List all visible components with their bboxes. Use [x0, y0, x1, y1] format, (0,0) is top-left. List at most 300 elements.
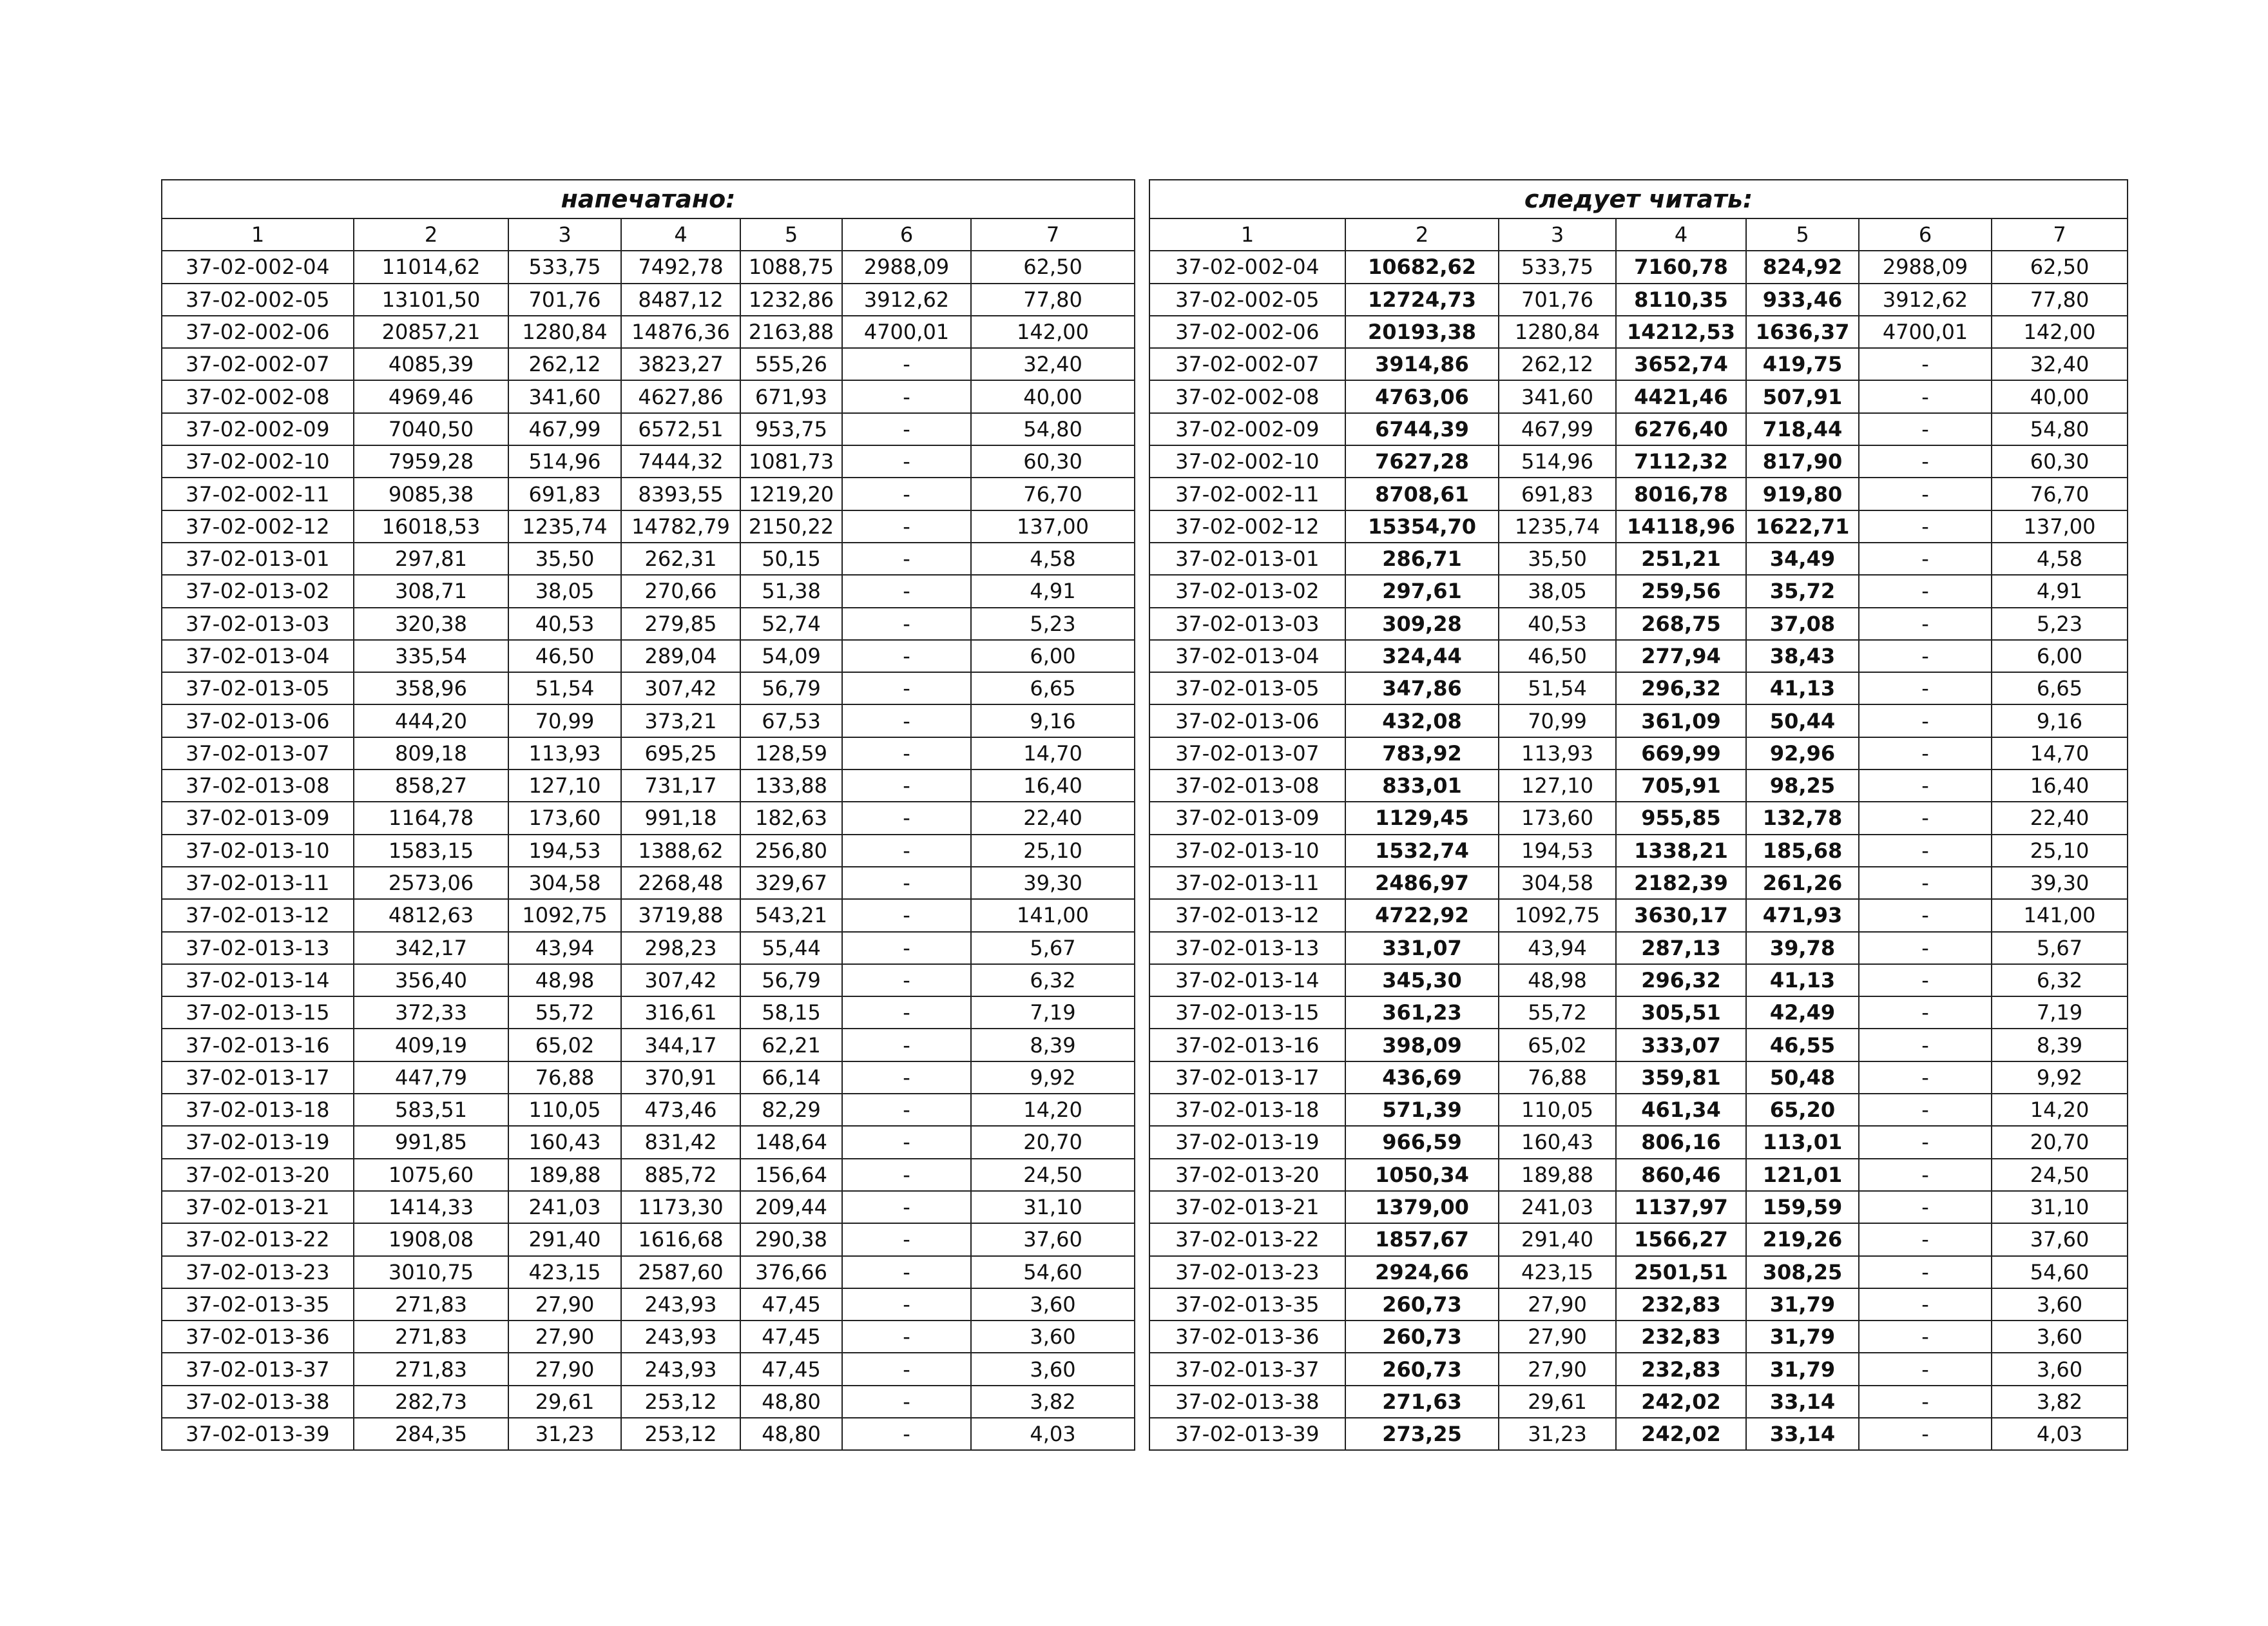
table-cell: -	[1859, 413, 1992, 445]
row-code-cell: 37-02-013-10	[1149, 835, 1345, 867]
table-cell: 40,00	[1992, 380, 2128, 412]
table-cell: 3,60	[1992, 1353, 2128, 1385]
table-cell: 953,75	[740, 413, 842, 445]
row-code-cell: 37-02-013-22	[1149, 1223, 1345, 1255]
table-cell: 3,60	[971, 1353, 1135, 1385]
table-cell: 253,12	[621, 1418, 740, 1450]
table-cell: 260,73	[1345, 1288, 1499, 1321]
table-cell: 271,83	[354, 1321, 508, 1353]
table-cell: 1092,75	[508, 899, 621, 931]
table-row	[162, 1321, 1135, 1353]
table-cell: -	[842, 640, 971, 672]
table-cell: 1075,60	[354, 1159, 508, 1191]
table-cell: 14212,53	[1616, 316, 1746, 348]
row-code-cell: 37-02-013-01	[1149, 543, 1345, 575]
table-cell: -	[842, 737, 971, 769]
table-row	[1149, 1386, 2128, 1418]
table-cell: -	[1859, 1321, 1992, 1353]
row-code-cell: 37-02-002-12	[1149, 510, 1345, 543]
table-cell: 185,68	[1746, 835, 1859, 867]
table-cell: 342,17	[354, 932, 508, 964]
row-code-cell: 37-02-013-09	[1149, 802, 1345, 834]
column-header: 3	[508, 218, 621, 251]
row-code-cell: 37-02-013-38	[1149, 1386, 1345, 1418]
table-cell: -	[842, 413, 971, 445]
table-cell: 32,40	[971, 348, 1135, 380]
table-cell: 39,30	[1992, 867, 2128, 899]
table-cell: 14876,36	[621, 316, 740, 348]
table-cell: -	[842, 1288, 971, 1321]
table-cell: 966,59	[1345, 1126, 1499, 1158]
table-cell: 241,03	[508, 1191, 621, 1223]
table-cell: 533,75	[1499, 251, 1616, 283]
table-cell: 467,99	[1499, 413, 1616, 445]
table-cell: 141,00	[971, 899, 1135, 931]
table-cell: 14,70	[971, 737, 1135, 769]
table-cell: -	[1859, 704, 1992, 737]
table-cell: 20,70	[1992, 1126, 2128, 1158]
row-code-cell: 37-02-013-14	[162, 964, 354, 996]
row-code-cell: 37-02-013-12	[162, 899, 354, 931]
table-cell: 41,13	[1746, 672, 1859, 704]
table-cell: 271,63	[1345, 1386, 1499, 1418]
table-cell: 467,99	[508, 413, 621, 445]
table-cell: 361,23	[1345, 996, 1499, 1029]
table-cell: 35,72	[1746, 575, 1859, 607]
table-cell: 27,90	[508, 1321, 621, 1353]
table-cell: 9,16	[971, 704, 1135, 737]
table-cell: -	[1859, 1159, 1992, 1191]
table-cell: 436,69	[1345, 1061, 1499, 1094]
table-row	[162, 932, 1135, 964]
table-cell: 189,88	[508, 1159, 621, 1191]
table-cell: -	[1859, 996, 1992, 1029]
table-cell: 1088,75	[740, 251, 842, 283]
table-cell: 691,83	[508, 478, 621, 510]
row-code-cell: 37-02-013-04	[1149, 640, 1345, 672]
table-cell: 5,23	[971, 608, 1135, 640]
table-cell: 62,50	[971, 251, 1135, 283]
table-cell: 287,13	[1616, 932, 1746, 964]
row-code-cell: 37-02-002-06	[1149, 316, 1345, 348]
table-row	[1149, 1321, 2128, 1353]
column-header: 7	[1992, 218, 2128, 251]
table-cell: 39,30	[971, 867, 1135, 899]
table-cell: -	[1859, 1029, 1992, 1061]
table-cell: 76,88	[1499, 1061, 1616, 1094]
table-cell: 51,54	[1499, 672, 1616, 704]
table-row	[1149, 1353, 2128, 1385]
row-code-cell: 37-02-002-04	[1149, 251, 1345, 283]
table-cell: 48,98	[1499, 964, 1616, 996]
table-cell: 156,64	[740, 1159, 842, 1191]
table-cell: 137,00	[1992, 510, 2128, 543]
table-row	[1149, 316, 2128, 348]
table-cell: 55,72	[1499, 996, 1616, 1029]
table-cell: 1232,86	[740, 284, 842, 316]
table-cell: 262,12	[508, 348, 621, 380]
table-cell: 32,40	[1992, 348, 2128, 380]
table-cell: 66,14	[740, 1061, 842, 1094]
table-cell: 359,81	[1616, 1061, 1746, 1094]
table-cell: 113,93	[508, 737, 621, 769]
table-row	[162, 802, 1135, 834]
table-cell: 461,34	[1616, 1094, 1746, 1126]
table-cell: 76,88	[508, 1061, 621, 1094]
table-cell: -	[842, 704, 971, 737]
table-cell: 7,19	[971, 996, 1135, 1029]
table-cell: 65,20	[1746, 1094, 1859, 1126]
row-code-cell: 37-02-013-11	[1149, 867, 1345, 899]
table-cell: 128,59	[740, 737, 842, 769]
column-header: 4	[1616, 218, 1746, 251]
table-row	[162, 737, 1135, 769]
table-cell: -	[842, 510, 971, 543]
column-header: 6	[842, 218, 971, 251]
column-header: 7	[971, 218, 1135, 251]
table-cell: 33,14	[1746, 1418, 1859, 1450]
table-cell: 4,03	[971, 1418, 1135, 1450]
table-cell: 4763,06	[1345, 380, 1499, 412]
table-row	[162, 1126, 1135, 1158]
table-row	[162, 1191, 1135, 1223]
table-row	[1149, 478, 2128, 510]
table-cell: 514,96	[1499, 445, 1616, 478]
table-cell: -	[1859, 672, 1992, 704]
table-cell: -	[1859, 608, 1992, 640]
table-cell: 35,50	[1499, 543, 1616, 575]
table-row	[162, 1288, 1135, 1321]
row-code-cell: 37-02-013-35	[1149, 1288, 1345, 1321]
table-cell: 232,83	[1616, 1353, 1746, 1385]
table-cell: 1414,33	[354, 1191, 508, 1223]
table-cell: 42,49	[1746, 996, 1859, 1029]
table-cell: 1050,34	[1345, 1159, 1499, 1191]
table-cell: 92,96	[1746, 737, 1859, 769]
table-cell: 46,50	[508, 640, 621, 672]
table-row	[1149, 964, 2128, 996]
table-cell: 806,16	[1616, 1126, 1746, 1158]
table-title: напечатано:	[162, 180, 1135, 218]
table-cell: 219,26	[1746, 1223, 1859, 1255]
table-row	[162, 1386, 1135, 1418]
table-cell: 12724,73	[1345, 284, 1499, 316]
table-cell: 290,38	[740, 1223, 842, 1255]
table-cell: 1566,27	[1616, 1223, 1746, 1255]
row-code-cell: 37-02-013-37	[162, 1353, 354, 1385]
table-row	[162, 348, 1135, 380]
table-cell: -	[842, 1386, 971, 1418]
table-cell: 3,82	[971, 1386, 1135, 1418]
table-cell: 2486,97	[1345, 867, 1499, 899]
table-cell: 373,21	[621, 704, 740, 737]
table-cell: 58,15	[740, 996, 842, 1029]
table-cell: 173,60	[508, 802, 621, 834]
row-code-cell: 37-02-002-09	[162, 413, 354, 445]
row-code-cell: 37-02-013-16	[162, 1029, 354, 1061]
table-row	[1149, 251, 2128, 283]
table-cell: 507,91	[1746, 380, 1859, 412]
row-code-cell: 37-02-013-08	[1149, 769, 1345, 802]
table-row	[1149, 1418, 2128, 1450]
table-cell: 831,42	[621, 1126, 740, 1158]
table-cell: 1164,78	[354, 802, 508, 834]
row-code-cell: 37-02-002-07	[162, 348, 354, 380]
table-cell: 48,80	[740, 1386, 842, 1418]
table-cell: 885,72	[621, 1159, 740, 1191]
table-row	[162, 1418, 1135, 1450]
table-cell: -	[842, 1061, 971, 1094]
table-cell: 9,16	[1992, 704, 2128, 737]
table-cell: 25,10	[971, 835, 1135, 867]
table-cell: 31,10	[971, 1191, 1135, 1223]
table-cell: 194,53	[1499, 835, 1616, 867]
table-cell: 333,07	[1616, 1029, 1746, 1061]
row-code-cell: 37-02-013-39	[1149, 1418, 1345, 1450]
table-cell: -	[842, 802, 971, 834]
table-cell: 46,55	[1746, 1029, 1859, 1061]
table-row	[162, 575, 1135, 607]
table-cell: 35,50	[508, 543, 621, 575]
table-cell: 31,23	[508, 1418, 621, 1450]
table-cell: 127,10	[508, 769, 621, 802]
table-cell: 514,96	[508, 445, 621, 478]
table-cell: 695,25	[621, 737, 740, 769]
table-cell: 4,58	[971, 543, 1135, 575]
table-cell: 253,12	[621, 1386, 740, 1418]
table-cell: 447,79	[354, 1061, 508, 1094]
column-header-row	[1149, 218, 2128, 251]
table-cell: 8,39	[971, 1029, 1135, 1061]
row-code-cell: 37-02-013-05	[162, 672, 354, 704]
row-code-cell: 37-02-002-11	[162, 478, 354, 510]
table-cell: 320,38	[354, 608, 508, 640]
table-cell: 1388,62	[621, 835, 740, 867]
table-cell: 1338,21	[1616, 835, 1746, 867]
table-cell: 833,01	[1345, 769, 1499, 802]
row-code-cell: 37-02-013-08	[162, 769, 354, 802]
table-cell: 14,20	[1992, 1094, 2128, 1126]
table-cell: 1616,68	[621, 1223, 740, 1255]
table-cell: 4969,46	[354, 380, 508, 412]
table-cell: 142,00	[971, 316, 1135, 348]
table-row	[162, 1029, 1135, 1061]
table-cell: 132,78	[1746, 802, 1859, 834]
table-cell: 38,05	[1499, 575, 1616, 607]
table-row	[1149, 932, 2128, 964]
row-code-cell: 37-02-002-12	[162, 510, 354, 543]
table-cell: 2573,06	[354, 867, 508, 899]
row-code-cell: 37-02-002-08	[1149, 380, 1345, 412]
row-code-cell: 37-02-013-04	[162, 640, 354, 672]
table-cell: 571,39	[1345, 1094, 1499, 1126]
table-cell: 1092,75	[1499, 899, 1616, 931]
table-cell: 3,60	[971, 1321, 1135, 1353]
table-cell: 51,38	[740, 575, 842, 607]
table-cell: 4421,46	[1616, 380, 1746, 412]
table-cell: 7444,32	[621, 445, 740, 478]
table-cell: -	[1859, 867, 1992, 899]
table-cell: 3914,86	[1345, 348, 1499, 380]
table-cell: 419,75	[1746, 348, 1859, 380]
table-cell: 324,44	[1345, 640, 1499, 672]
column-header: 4	[621, 218, 740, 251]
table-row	[162, 1353, 1135, 1385]
column-header: 6	[1859, 218, 1992, 251]
table-cell: -	[1859, 640, 1992, 672]
table-cell: 358,96	[354, 672, 508, 704]
table-cell: -	[842, 1029, 971, 1061]
table-cell: 260,73	[1345, 1321, 1499, 1353]
table-cell: 2988,09	[1859, 251, 1992, 283]
table-row	[162, 769, 1135, 802]
table-cell: 298,23	[621, 932, 740, 964]
table-title: следует читать:	[1149, 180, 2128, 218]
table-cell: 305,51	[1616, 996, 1746, 1029]
table-cell: -	[1859, 737, 1992, 769]
table-cell: 308,25	[1746, 1256, 1859, 1288]
table-row	[162, 672, 1135, 704]
table-cell: -	[842, 1094, 971, 1126]
table-cell: -	[1859, 1191, 1992, 1223]
table-row	[1149, 1094, 2128, 1126]
table-row	[1149, 867, 2128, 899]
table-cell: 47,45	[740, 1321, 842, 1353]
table-row	[1149, 1288, 2128, 1321]
table-cell: 56,79	[740, 964, 842, 996]
row-code-cell: 37-02-002-10	[162, 445, 354, 478]
table-cell: 54,60	[1992, 1256, 2128, 1288]
table-cell: 533,75	[508, 251, 621, 283]
table-cell: 10682,62	[1345, 251, 1499, 283]
row-code-cell: 37-02-013-06	[162, 704, 354, 737]
column-header: 1	[162, 218, 354, 251]
table-cell: 423,15	[508, 1256, 621, 1288]
table-cell: 15354,70	[1345, 510, 1499, 543]
table-cell: 194,53	[508, 835, 621, 867]
table-cell: 82,29	[740, 1094, 842, 1126]
table-cell: -	[1859, 964, 1992, 996]
table-cell: 1137,97	[1616, 1191, 1746, 1223]
table-row	[1149, 413, 2128, 445]
table-cell: 243,93	[621, 1353, 740, 1385]
row-code-cell: 37-02-013-13	[1149, 932, 1345, 964]
table-cell: 110,05	[508, 1094, 621, 1126]
table-cell: 3,60	[971, 1288, 1135, 1321]
table-cell: -	[1859, 932, 1992, 964]
table-cell: 16018,53	[354, 510, 508, 543]
table-cell: 297,61	[1345, 575, 1499, 607]
row-code-cell: 37-02-013-03	[162, 608, 354, 640]
table-cell: 331,07	[1345, 932, 1499, 964]
table-cell: 2268,48	[621, 867, 740, 899]
table-cell: 48,80	[740, 1418, 842, 1450]
table-cell: 6276,40	[1616, 413, 1746, 445]
table-row	[162, 510, 1135, 543]
row-code-cell: 37-02-013-19	[1149, 1126, 1345, 1158]
table-cell: 16,40	[1992, 769, 2128, 802]
table-row	[1149, 672, 2128, 704]
table-cell: 6,32	[971, 964, 1135, 996]
table-cell: 1583,15	[354, 835, 508, 867]
table-cell: 55,72	[508, 996, 621, 1029]
table-cell: 14118,96	[1616, 510, 1746, 543]
table-cell: 47,45	[740, 1353, 842, 1385]
table-cell: 262,12	[1499, 348, 1616, 380]
row-code-cell: 37-02-002-10	[1149, 445, 1345, 478]
table-cell: 1280,84	[1499, 316, 1616, 348]
table-cell: -	[842, 445, 971, 478]
table-cell: 4627,86	[621, 380, 740, 412]
table-title-row	[162, 180, 1135, 218]
table-cell: 1857,67	[1345, 1223, 1499, 1255]
table-cell: -	[842, 380, 971, 412]
table-cell: 316,61	[621, 996, 740, 1029]
row-code-cell: 37-02-013-13	[162, 932, 354, 964]
table-cell: 77,80	[1992, 284, 2128, 316]
table-cell: 731,17	[621, 769, 740, 802]
table-cell: 824,92	[1746, 251, 1859, 283]
table-cell: 160,43	[1499, 1126, 1616, 1158]
row-code-cell: 37-02-002-05	[162, 284, 354, 316]
table-row	[1149, 737, 2128, 769]
row-code-cell: 37-02-002-08	[162, 380, 354, 412]
column-header: 2	[354, 218, 508, 251]
table-cell: 24,50	[1992, 1159, 2128, 1191]
table-cell: 7160,78	[1616, 251, 1746, 283]
table-cell: 409,19	[354, 1029, 508, 1061]
table-cell: 22,40	[971, 802, 1135, 834]
table-row	[1149, 380, 2128, 412]
table-cell: 543,21	[740, 899, 842, 931]
table-cell: 8708,61	[1345, 478, 1499, 510]
table-row	[1149, 1029, 2128, 1061]
table-cell: 37,08	[1746, 608, 1859, 640]
table-cell: 182,63	[740, 802, 842, 834]
row-code-cell: 37-02-002-09	[1149, 413, 1345, 445]
table-cell: 3719,88	[621, 899, 740, 931]
table-cell: 27,90	[1499, 1353, 1616, 1385]
table-row	[162, 1094, 1135, 1126]
table-cell: 376,66	[740, 1256, 842, 1288]
table-cell: 25,10	[1992, 835, 2128, 867]
table-cell: 14782,79	[621, 510, 740, 543]
table-row	[162, 478, 1135, 510]
table-cell: 46,50	[1499, 640, 1616, 672]
table-cell: 701,76	[1499, 284, 1616, 316]
table-cell: 55,44	[740, 932, 842, 964]
table-cell: 1173,30	[621, 1191, 740, 1223]
table-cell: 361,09	[1616, 704, 1746, 737]
table-cell: 2150,22	[740, 510, 842, 543]
table-cell: 2182,39	[1616, 867, 1746, 899]
table-cell: 7,19	[1992, 996, 2128, 1029]
table-cell: 260,73	[1345, 1353, 1499, 1385]
table-cell: 432,08	[1345, 704, 1499, 737]
table-row	[162, 608, 1135, 640]
table-row	[162, 1256, 1135, 1288]
row-code-cell: 37-02-013-05	[1149, 672, 1345, 704]
table-cell: 473,46	[621, 1094, 740, 1126]
table-cell: -	[842, 348, 971, 380]
table-cell: 8393,55	[621, 478, 740, 510]
row-code-cell: 37-02-002-06	[162, 316, 354, 348]
table-row	[162, 380, 1135, 412]
table-cell: 1280,84	[508, 316, 621, 348]
table-cell: 718,44	[1746, 413, 1859, 445]
table-cell: 29,61	[1499, 1386, 1616, 1418]
table-row	[1149, 1223, 2128, 1255]
